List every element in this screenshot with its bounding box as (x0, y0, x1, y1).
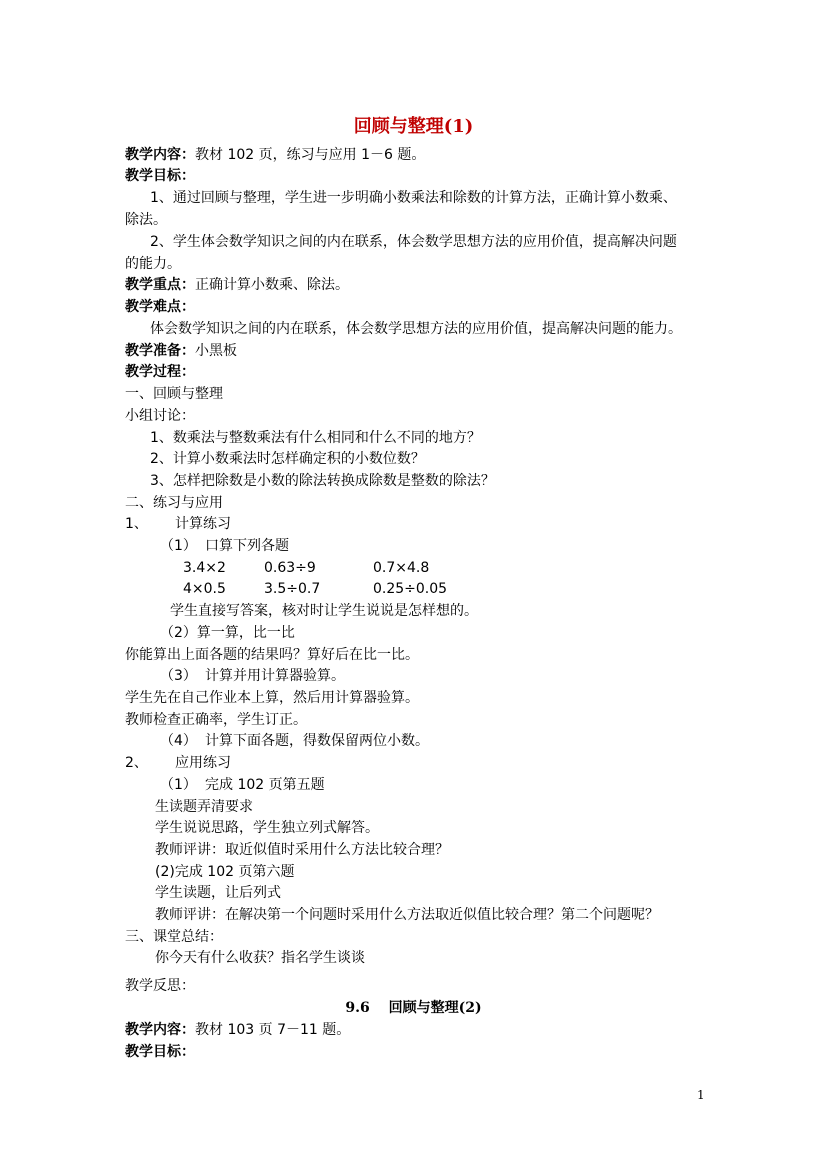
calc-item: 0.7×4.8 (373, 560, 430, 576)
calc-item: 3.5÷0.7 (264, 581, 321, 597)
paragraph-line: 学生先在自己作业本上算，然后用计算器验算。 (125, 690, 419, 706)
section-label: 教学准备： (125, 343, 195, 359)
content-line (125, 275, 349, 295)
paragraph-line: (2)完成 102 页第六题 (155, 864, 295, 880)
list-item: 3、怎样把除数是小数的除法转换成除数是整数的除法？ (150, 473, 495, 489)
paragraph-line: 你今天有什么收获？指名学生谈谈 (155, 950, 365, 966)
section-label: 教学内容： (125, 147, 195, 163)
list-number: （3） (160, 668, 197, 684)
section-label: 教学重点： (125, 277, 195, 293)
list-text: 计算练习 (175, 516, 231, 532)
section-title: 9.6 回顾与整理(2) (345, 1000, 482, 1016)
paragraph-line: 小组讨论： (125, 408, 195, 424)
paragraph-line: 教师检查正确率，学生订正。 (125, 712, 307, 728)
paragraph-line: 1、通过回顾与整理，学生进一步明确小数乘法和除数的计算方法，正确计算小数乘、 (150, 190, 677, 206)
content-line (125, 341, 237, 361)
section-text: 教材 103 页 7－11 题。 (195, 1022, 351, 1038)
section-text: 教材 102 页，练习与应用 1－6 题。 (195, 147, 426, 163)
list-text: 应用练习 (175, 755, 231, 771)
paragraph-line: 学生读题，让后列式 (155, 885, 281, 901)
calc-item: 0.25÷0.05 (373, 581, 448, 597)
list-text: 完成 102 页第五题 (205, 777, 325, 793)
list-text: 计算并用计算器验算。 (205, 668, 345, 684)
list-number: （1） (160, 777, 197, 793)
list-item: 2、计算小数乘法时怎样确定积的小数位数？ (150, 451, 425, 467)
page-number: 1 (697, 1088, 705, 1102)
list-number: （4） (160, 733, 197, 749)
section-label: 教学难点： (125, 299, 195, 315)
paragraph-line: 教学反思： (125, 978, 195, 994)
paragraph-line: 教师评讲：在解决第一个问题时采用什么方法取近似值比较合理？第二个问题呢？ (155, 907, 659, 923)
section-label: 教学过程： (125, 364, 195, 380)
list-number: 2、 (125, 755, 148, 771)
heading-line: 三、课堂总结： (125, 929, 223, 945)
list-item: 1、数乘法与整数乘法有什么相同和什么不同的地方？ (150, 430, 481, 446)
list-text: （2）算一算，比一比 (160, 625, 295, 641)
list-text: 计算下面各题，得数保留两位小数。 (205, 733, 429, 749)
list-text: 口算下列各题 (205, 538, 289, 554)
list-number: （1） (160, 538, 197, 554)
page-title: 回顾与整理(1) (353, 116, 474, 137)
paragraph-line: 学生说说思路，学生独立列式解答。 (155, 820, 379, 836)
section-text: 正确计算小数乘、除法。 (195, 277, 349, 293)
content-line (125, 1020, 350, 1040)
calc-item: 3.4×2 (183, 560, 226, 576)
section-text: 小黑板 (195, 343, 237, 359)
paragraph-line: 学生直接写答案，核对时让学生说说是怎样想的。 (170, 603, 478, 619)
section-label: 教学内容： (125, 1022, 195, 1038)
list-number: 1、 (125, 516, 148, 532)
paragraph-line: 生读题弄清要求 (155, 799, 253, 815)
heading-line: 二、练习与应用 (125, 495, 223, 511)
paragraph-line: 教师评讲：取近似值时采用什么方法比较合理？ (155, 842, 449, 858)
paragraph-line: 2、学生体会数学知识之间的内在联系，体会数学思想方法的应用价值，提高解决问题 (150, 234, 677, 250)
heading-line: 一、回顾与整理 (125, 386, 223, 402)
paragraph-line: 体会数学知识之间的内在联系，体会数学思想方法的应用价值，提高解决问题的能力。 (150, 321, 682, 337)
section-label: 教学目标： (125, 1044, 195, 1060)
calc-item: 4×0.5 (183, 581, 226, 597)
content-line (125, 145, 425, 165)
paragraph-line: 你能算出上面各题的结果吗？算好后在比一比。 (125, 647, 419, 663)
section-label: 教学目标： (125, 168, 195, 184)
calc-item: 0.63÷9 (264, 560, 316, 576)
paragraph-line: 的能力。 (125, 256, 181, 272)
paragraph-line: 除法。 (125, 212, 167, 228)
